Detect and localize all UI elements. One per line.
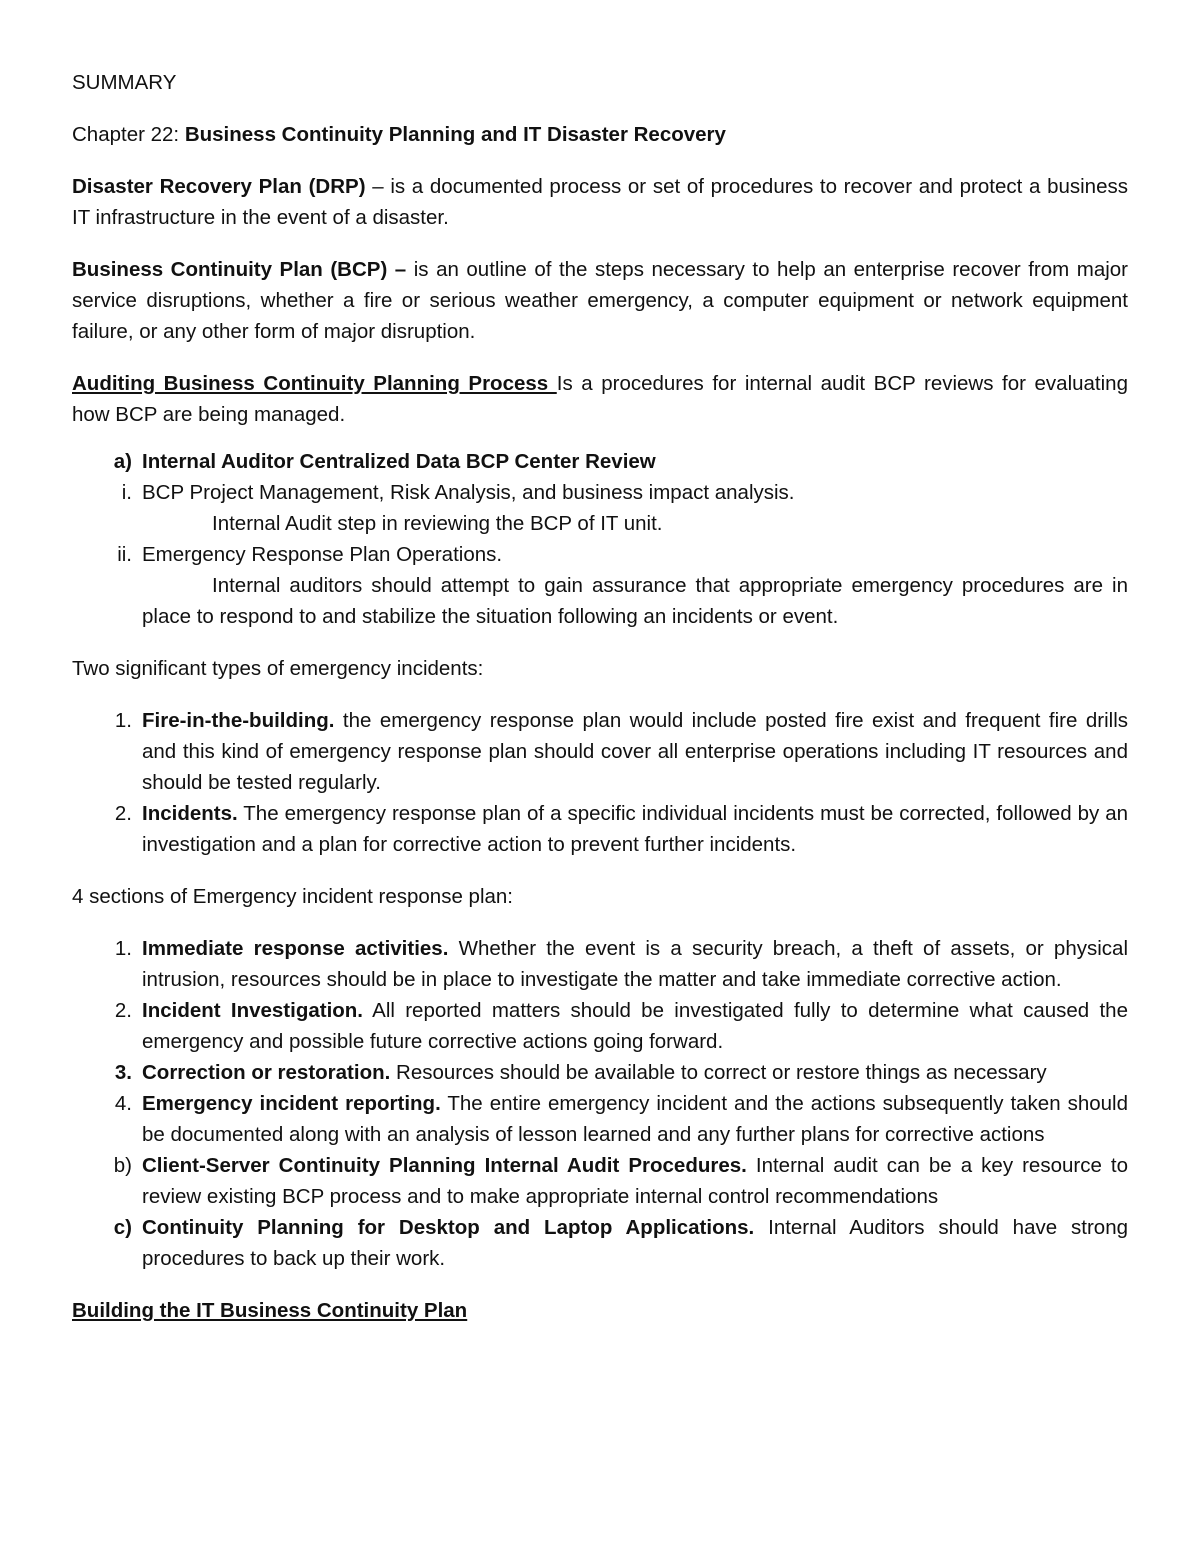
section-a-item-ii — [72, 539, 1128, 570]
section-b — [72, 1150, 1128, 1212]
section-b-label: Client-Server Continuity Planning Internal Audit Procedures. — [142, 1154, 747, 1177]
response-section-2-text: All reported matters should be investigated fully to determine what caused the emergency and possible future corrective actions going forward. — [142, 999, 1128, 1053]
response-sections-intro: 4 sections of Emergency incident response plan: — [72, 885, 514, 908]
response-section-3-text: Resources should be available to correct or restore things as necessary — [390, 1061, 1047, 1084]
section-a-marker: a) — [113, 450, 132, 473]
drp-definition — [72, 171, 1128, 233]
response-section-4-text: The entire emergency incident and the actions subsequently taken should be documented along with an analysis of lesson learned and any further plans for corrective actions — [142, 1092, 1128, 1146]
response-section-3-label: Correction or restoration. — [142, 1061, 391, 1084]
section-a-title: Internal Auditor Centralized Data BCP Center Review — [142, 450, 656, 473]
incident-type-1-text: the emergency response plan would include posted fire exist and frequent fire drills and this kind of emergency response plan should cover all enterprise operations including IT resources and should be tested regularly. — [142, 709, 1128, 794]
section-a — [72, 446, 1128, 477]
section-b-text: Internal audit can be a key resource to review existing BCP process and to make appropriate internal control recommendations — [142, 1154, 1128, 1208]
auditing-text: Is a procedures for internal audit BCP reviews for evaluating how BCP are being managed. — [72, 372, 1128, 426]
chapter-title: Business Continuity Planning and IT Disaster Recovery — [184, 123, 726, 146]
bcp-text: is an outline of the steps necessary to help an enterprise recover from major service disruptions, whether a fire or serious weather emergency, a computer equipment or network equipment failure, or any other form of major disruption. — [72, 258, 1128, 343]
incident-type-1-marker: 1. — [114, 709, 132, 732]
section-c-marker: c) — [113, 1216, 132, 1239]
response-section-1 — [72, 933, 1128, 995]
incident-type-2-label: Incidents. — [142, 802, 238, 825]
response-section-4 — [72, 1088, 1128, 1150]
response-section-4-label: Emergency incident reporting. — [142, 1092, 441, 1115]
response-section-1-marker: 1. — [114, 937, 132, 960]
response-section-3-marker: 3. — [114, 1061, 132, 1084]
incident-type-1 — [72, 705, 1128, 798]
item-ii-detail: Internal auditors should attempt to gain assurance that appropriate emergency procedures are in place to respond to and stabilize the situation following an incidents or event. — [142, 574, 1128, 628]
response-section-3 — [72, 1057, 1128, 1088]
auditing-heading: Auditing Business Continuity Planning Process — [72, 372, 557, 395]
section-a-item-i — [72, 477, 1128, 508]
incident-type-2-text: The emergency response plan of a specific individual incidents must be corrected, followed by an investigation and a plan for corrective action to prevent further incidents. — [142, 802, 1128, 856]
response-section-2 — [72, 995, 1128, 1057]
response-section-1-label: Immediate response activities. — [142, 937, 449, 960]
response-section-2-marker: 2. — [114, 999, 132, 1022]
bcp-definition — [72, 254, 1128, 347]
item-i-title: BCP Project Management, Risk Analysis, and business impact analysis. — [142, 481, 795, 504]
incident-type-2-marker: 2. — [114, 802, 132, 825]
drp-term: Disaster Recovery Plan (DRP) — [72, 175, 366, 198]
section-c — [72, 1212, 1128, 1274]
item-i-marker: i. — [121, 481, 132, 504]
building-heading-line — [72, 1295, 1128, 1326]
auditing-paragraph — [72, 368, 1128, 430]
summary-label: SUMMARY — [72, 71, 177, 94]
drp-text: – is a documented process or set of procedures to recover and protect a business IT infrastructure in the event of a disaster. — [72, 175, 1128, 229]
item-ii-marker: ii. — [117, 543, 132, 566]
item-i-detail: Internal Audit step in reviewing the BCP of IT unit. — [212, 512, 663, 535]
incident-types-intro: Two significant types of emergency incidents: — [72, 657, 484, 680]
response-section-1-text: Whether the event is a security breach, a theft of assets, or physical intrusion, resources should be in place to investigate the matter and take immediate corrective action. — [142, 937, 1128, 991]
incident-type-1-label: Fire-in-the-building. — [142, 709, 335, 732]
response-section-2-label: Incident Investigation. — [142, 999, 363, 1022]
bcp-term: Business Continuity Plan (BCP) – — [72, 258, 407, 281]
section-b-marker: b) — [113, 1154, 132, 1177]
building-heading: Building the IT Business Continuity Plan — [72, 1299, 468, 1322]
item-ii-title: Emergency Response Plan Operations. — [142, 543, 503, 566]
incident-type-2 — [72, 798, 1128, 860]
section-c-label: Continuity Planning for Desktop and Laptop Applications. — [142, 1216, 755, 1239]
response-section-4-marker: 4. — [114, 1092, 132, 1115]
section-c-text: Internal Auditors should have strong procedures to back up their work. — [142, 1216, 1129, 1270]
chapter-prefix: Chapter 22: — [72, 123, 185, 146]
chapter-heading — [72, 119, 1128, 150]
